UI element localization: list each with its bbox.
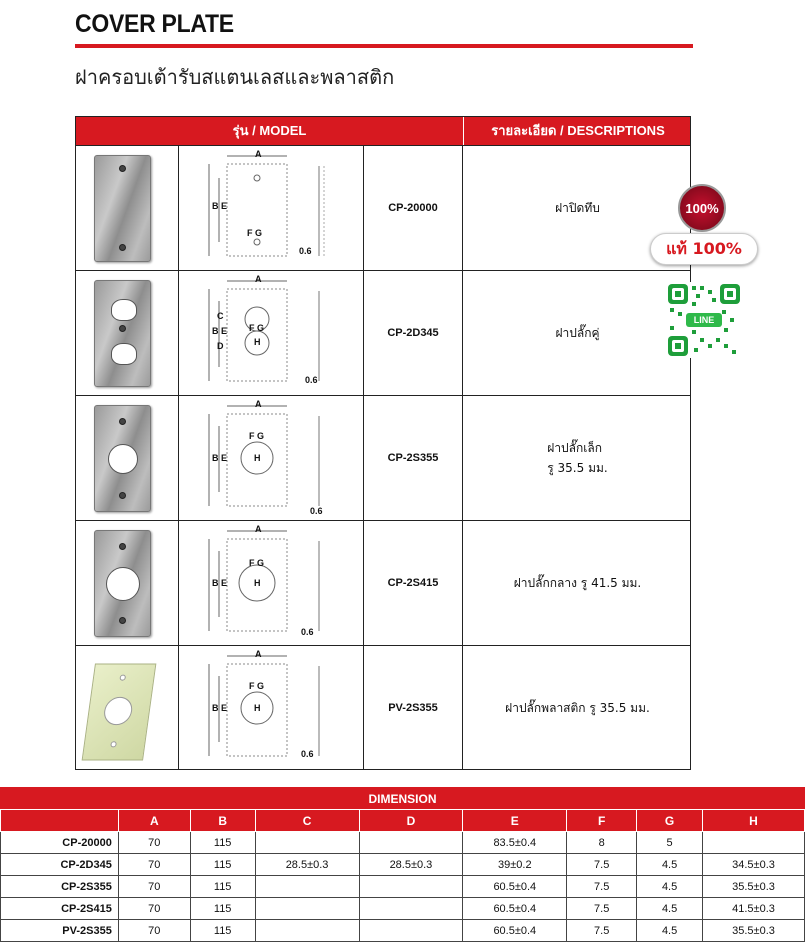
product-photo — [76, 396, 179, 520]
product-description: ฝาปลั๊กคู่ — [555, 325, 600, 340]
product-drawing — [179, 271, 364, 395]
dim-label-thickness: 0.6 — [305, 375, 318, 385]
product-description: ฝาปลั๊กเล็ก รู 35.5 มม. — [547, 441, 608, 475]
dim-label-fg: F G — [247, 228, 262, 238]
col-header: B — [190, 810, 255, 832]
row-model: CP-2D345 — [1, 854, 119, 876]
dim-label-e: E — [221, 578, 228, 588]
product-model: PV-2S355 — [364, 646, 463, 770]
col-header: D — [359, 810, 463, 832]
cell — [359, 876, 463, 898]
cell — [255, 876, 359, 898]
product-description: ฝาปิดทึบ — [555, 200, 600, 215]
col-header: A — [118, 810, 190, 832]
dimension-header-row — [1, 810, 805, 832]
cell: 4.5 — [637, 876, 703, 898]
dim-label-a: A — [255, 524, 262, 534]
cell: 28.5±0.3 — [255, 854, 359, 876]
product-row — [76, 520, 690, 645]
dim-label-thickness: 0.6 — [301, 749, 314, 759]
product-drawing — [179, 146, 364, 270]
cell: 60.5±0.4 — [463, 920, 567, 942]
product-row — [76, 270, 690, 395]
cell: 60.5±0.4 — [463, 898, 567, 920]
dim-label-fg: F G — [249, 681, 264, 691]
dim-label-e: E — [221, 453, 228, 463]
page-title: COVER PLATE — [75, 10, 234, 38]
row-model: CP-2S415 — [1, 898, 119, 920]
dim-label-b: B — [212, 703, 219, 713]
product-description: ฝาปลั๊กพลาสติก รู 35.5 มม. — [505, 700, 650, 715]
dim-label-a: A — [255, 274, 262, 284]
dim-label-e: E — [221, 201, 228, 211]
dim-label-b: B — [212, 326, 219, 336]
title-rule — [75, 44, 693, 48]
cell: 115 — [190, 920, 255, 942]
cell: 4.5 — [637, 920, 703, 942]
col-header: H — [703, 810, 805, 832]
dim-label-c: C — [217, 311, 224, 321]
dim-label-h: H — [254, 337, 261, 347]
cell: 39±0.2 — [463, 854, 567, 876]
cell: 7.5 — [567, 920, 637, 942]
product-description: ฝาปลั๊กกลาง รู 41.5 มม. — [513, 575, 642, 590]
cell: 60.5±0.4 — [463, 876, 567, 898]
col-header: C — [255, 810, 359, 832]
product-row — [76, 395, 690, 520]
table-row — [1, 854, 805, 876]
product-photo — [76, 646, 179, 770]
product-model: CP-2D345 — [364, 271, 463, 395]
header-model: รุ่น / MODEL — [232, 123, 307, 138]
cell — [255, 898, 359, 920]
row-model: CP-20000 — [1, 832, 119, 854]
cell: 8 — [567, 832, 637, 854]
dim-label-h: H — [254, 578, 261, 588]
col-header: F — [567, 810, 637, 832]
cell: 70 — [118, 876, 190, 898]
cell — [359, 898, 463, 920]
cell: 7.5 — [567, 854, 637, 876]
table-row — [1, 876, 805, 898]
product-table — [75, 116, 691, 770]
cell: 115 — [190, 876, 255, 898]
product-drawing — [179, 646, 364, 770]
row-model: CP-2S355 — [1, 876, 119, 898]
cell: 34.5±0.3 — [703, 854, 805, 876]
row-model: PV-2S355 — [1, 920, 119, 942]
page-subtitle: ฝาครอบเต้ารับสแตนเลสและพลาสติก — [75, 65, 395, 89]
quality-seal-icon: 100% — [678, 184, 726, 232]
cell — [359, 920, 463, 942]
cell: 70 — [118, 898, 190, 920]
dim-label-fg: F G — [249, 323, 264, 333]
cell: 115 — [190, 832, 255, 854]
dim-label-d: D — [217, 341, 224, 351]
cell: 7.5 — [567, 876, 637, 898]
col-header: G — [637, 810, 703, 832]
cell — [359, 832, 463, 854]
cell — [255, 832, 359, 854]
dim-label-a: A — [255, 149, 262, 159]
table-row — [1, 832, 805, 854]
cell: 7.5 — [567, 898, 637, 920]
product-drawing — [179, 521, 364, 645]
dim-label-h: H — [254, 453, 261, 463]
dim-label-fg: F G — [249, 431, 264, 441]
cell: 115 — [190, 854, 255, 876]
table-row — [1, 920, 805, 942]
cell: 4.5 — [637, 854, 703, 876]
authentic-badge: แท้ 100% — [650, 233, 758, 265]
cell — [703, 832, 805, 854]
product-photo — [76, 521, 179, 645]
product-drawing — [179, 396, 364, 520]
dim-label-a: A — [255, 649, 262, 659]
header-descriptions: รายละเอียด / DESCRIPTIONS — [463, 117, 692, 145]
dim-label-b: B — [212, 201, 219, 211]
product-row — [76, 645, 690, 770]
dim-label-fg: F G — [249, 558, 264, 568]
product-photo — [76, 271, 179, 395]
dim-label-h: H — [254, 703, 261, 713]
dimension-title: DIMENSION — [1, 788, 805, 810]
dim-label-b: B — [212, 453, 219, 463]
cell — [255, 920, 359, 942]
cell: 70 — [118, 920, 190, 942]
product-model: CP-20000 — [364, 146, 463, 270]
dimension-table — [0, 787, 805, 942]
cell: 41.5±0.3 — [703, 898, 805, 920]
cell: 115 — [190, 898, 255, 920]
product-row — [76, 145, 690, 270]
dim-label-a: A — [255, 399, 262, 409]
dim-label-b: B — [212, 578, 219, 588]
dim-label-e: E — [221, 326, 228, 336]
cell: 28.5±0.3 — [359, 854, 463, 876]
product-photo — [76, 146, 179, 270]
cell: 70 — [118, 832, 190, 854]
line-label: LINE — [686, 313, 722, 327]
dim-label-e: E — [221, 703, 228, 713]
cell: 35.5±0.3 — [703, 876, 805, 898]
dim-label-thickness: 0.6 — [310, 506, 323, 516]
cell: 83.5±0.4 — [463, 832, 567, 854]
product-model: CP-2S415 — [364, 521, 463, 645]
product-model: CP-2S355 — [364, 396, 463, 520]
cell: 5 — [637, 832, 703, 854]
dim-label-thickness: 0.6 — [299, 246, 312, 256]
cell: 70 — [118, 854, 190, 876]
dim-label-thickness: 0.6 — [301, 627, 314, 637]
col-header: E — [463, 810, 567, 832]
cell: 4.5 — [637, 898, 703, 920]
cell: 35.5±0.3 — [703, 920, 805, 942]
table-row — [1, 898, 805, 920]
product-table-header — [76, 117, 690, 145]
